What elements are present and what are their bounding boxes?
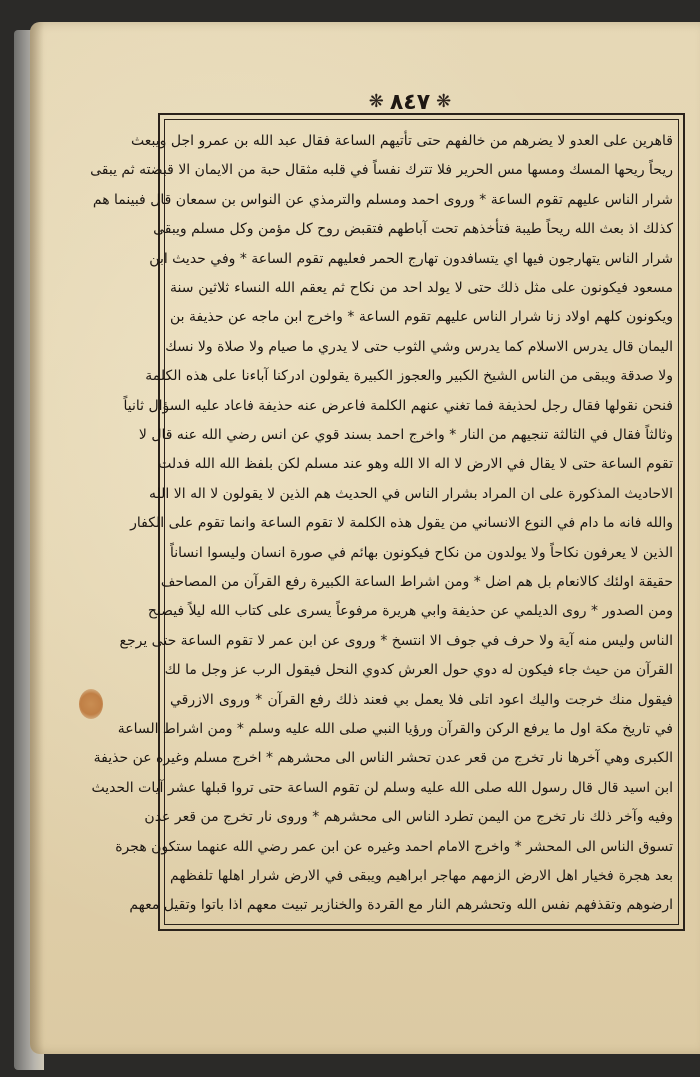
text-line: قاهرين على العدو لا يضرهم من خالفهم حتى تأتيهم الساعة فقال عبد الله بن عمرو اجل ويبعث xyxy=(131,133,673,149)
text-line: شرار الناس يتهارجون فيها اي يتسافدون تهارج الحمر فعليهم تقوم الساعة * وفي حديث ابن xyxy=(149,250,673,267)
text-line: ويكونون كلهم اولاد زنا شرار الناس عليهم تقوم الساعة * واخرج ابن ماجه عن حذيفة بن xyxy=(170,309,673,326)
text-line: فيقول منك خرجت واليك اعود اتلى فلا يعمل بي فعند ذلك رفع القرآن * وروى الازرقي xyxy=(170,691,673,708)
text-line: ريحاً ريحها المسك ومسها مس الحرير فلا تترك نفساً في قلبه مثقال حبة من الايمان الا قبضته ثم يبقى xyxy=(90,162,673,179)
ornament-left-icon: ❋ xyxy=(436,91,452,112)
text-line: حقيقة اولئك كالانعام بل هم اضل * ومن اشراط الساعة الكبيرة رفع القرآن من المصاحف xyxy=(160,574,673,590)
text-line: ارضوهم وتقذفهم نفس الله وتحشرهم النار مع القردة والخنازير تبيت معهم اذا باتوا وتقيل معهم xyxy=(129,897,673,914)
page-number: ٨٤٧ xyxy=(389,89,431,115)
text-line: اليمان قال يدرس الاسلام كما يدرس وشي الثوب حتى لا يدري ما صيام ولا صلاة ولا نسك xyxy=(165,338,673,355)
text-line: الناس وليس منه آية ولا حرف في جوف الا انتسخ * وروى عن ابن عمر لا تقوم الساعة حتى يرجع xyxy=(119,632,673,649)
text-line: الكبرى وهي آخرها نار تخرج من قعر عدن تحشر الناس الى محشرهم * اخرج مسلم وغيره عن حذيفة xyxy=(93,750,673,767)
page-gutter-shadow xyxy=(30,22,44,1054)
text-block xyxy=(90,124,673,920)
text-line: ولا صدقة ويبقى من الناس الشيخ الكبير والعجوز الكبيرة يقولون ادركنا آباءنا على هذه الكلمة xyxy=(145,368,673,385)
text-line: تقوم الساعة حتى لا يقال في الارض لا اله الا الله وهو عند مسلم لكن بلفظ الله الله فدلت xyxy=(158,456,673,473)
text-line: فنحن نقولها فقال رجل لحذيفة فما تغني عنهم الكلمة فاعرض عنه حذيفة فاعاد عليه السؤال ثانياً xyxy=(123,397,673,414)
ornament-right-icon: ❋ xyxy=(368,91,384,112)
paper-stain xyxy=(79,689,103,719)
text-line: الذين لا يعرفون نكاحاً ولا يولدون من نكاح فيكونون بهائم في صورة انسان وليسوا انساناً xyxy=(170,544,673,561)
text-line: الاحاديث المذكورة على ان المراد بشرار الناس في الحديث هم الذين لا يقولون لا اله الا الله xyxy=(149,485,673,502)
text-line: في تاريخ مكة اول ما يرفع الركن والقرآن ورؤيا النبي صلى الله عليه وسلم * ومن اشراط الساعة xyxy=(117,721,673,737)
text-line: تسوق الناس الى المحشر * واخرج الامام احمد وغيره عن ابن عمر رضي الله عنهما ستكون هجرة xyxy=(115,838,673,855)
text-line: القرآن من حيث جاء فيكون له دوي حول العرش كدوي النحل فيقول الرب عز وجل ما لك xyxy=(164,662,673,679)
text-line: بعد هجرة فخيار اهل الارض الزمهم مهاجر ابراهيم ويبقى في الارض شرار اهلها تلفظهم xyxy=(170,868,673,884)
text-line: مسعود فيكونون على مثل ذلك حتى لا يولد احد من نكاح ثم يعقم الله النساء ثلاثين سنة xyxy=(170,280,673,296)
text-line: شرار الناس عليهم تقوم الساعة * وروى احمد ومسلم والترمذي عن النواس بن سمعان قال فبينما هم xyxy=(92,191,673,208)
text-line: ومن الصدور * روى الديلمي عن حذيفة وابي هريرة مرفوعاً يسرى على كتاب الله ليلاً فيصبح xyxy=(147,603,673,620)
text-line: وفيه وآخر ذلك نار تخرج من اليمن تطرد الناس الى محشرهم * وروى نار تخرج من قعر عدن xyxy=(144,809,673,826)
text-line: والله فانه ما دام في النوع الانساني من يقول هذه الكلمة لا تقوم الساعة وانما تقوم على الكفار xyxy=(130,515,673,532)
text-line: ابن اسيد قال قال رسول الله صلى الله عليه وسلم لن تقوم الساعة حتى تروا قبلها عشر آيات الحديث xyxy=(91,779,673,796)
text-line: كذلك اذ بعث الله ريحاً طيبة فتأخذهم تحت آباطهم فتقبض روح كل مؤمن وكل مسلم ويبقى xyxy=(153,221,673,238)
text-line: وثالثاً فقال في الثالثة تنجيهم من النار * واخرج احمد بسند قوي عن انس رضي الله عنه قال لا xyxy=(138,427,673,443)
